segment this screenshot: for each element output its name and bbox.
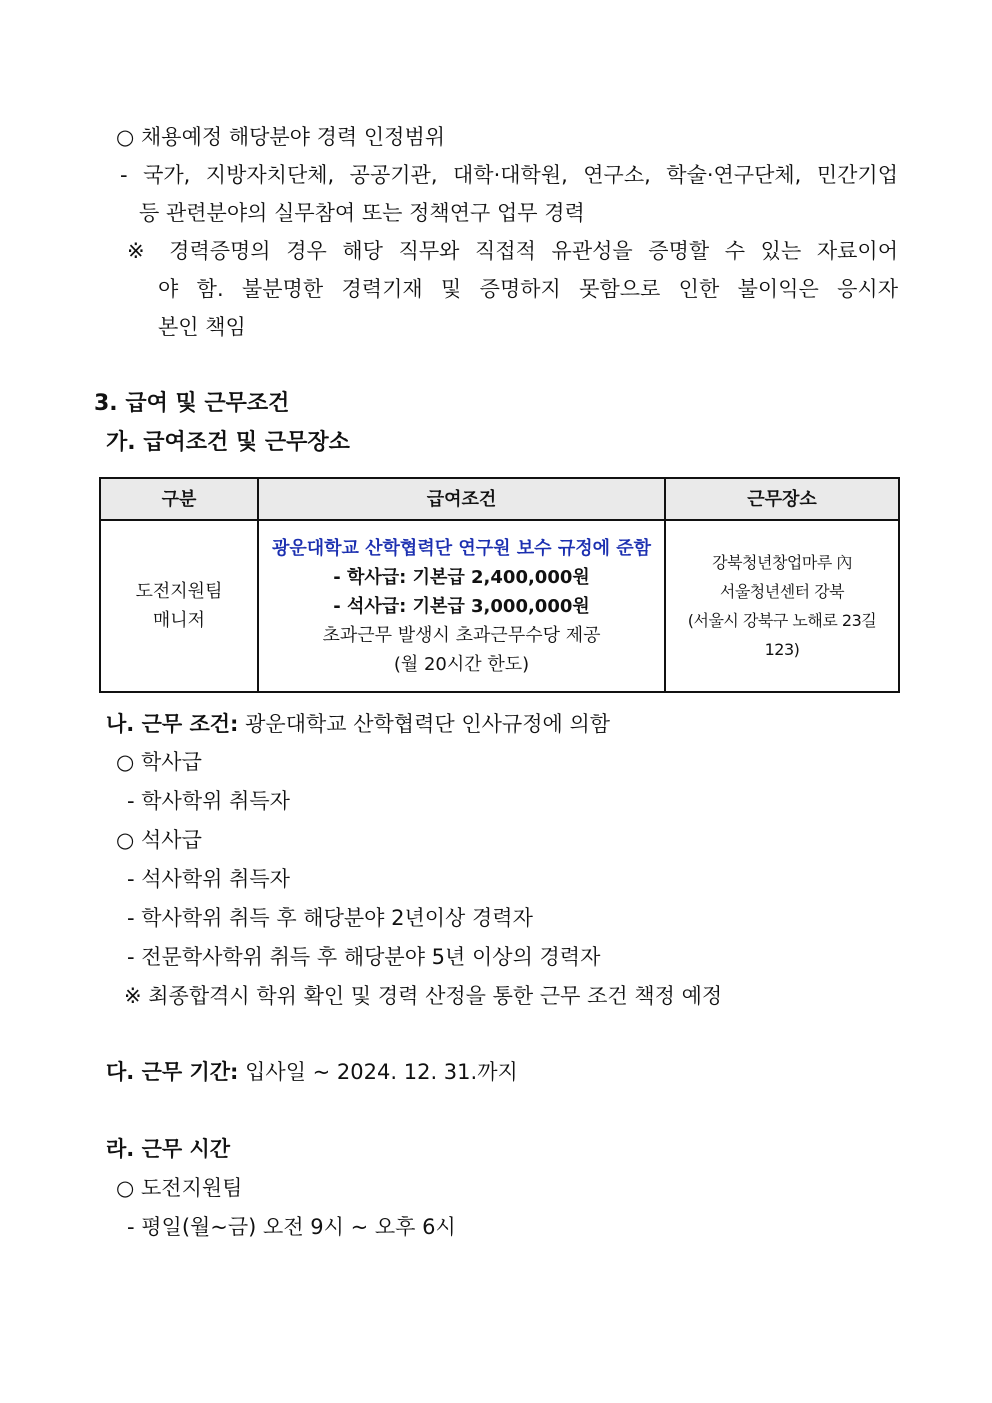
bachelor-item: - 학사학위 취득자 [127, 789, 290, 813]
location-cell [665, 520, 899, 692]
work-conditions-label: 나. 근무 조건: [106, 712, 239, 736]
work-conditions-text: 광운대학교 산학협력단 인사규정에 의함 [245, 712, 611, 736]
salary-master: - 석사급: 기본급 3,000,000원 [333, 595, 590, 617]
work-hours-item: - 평일(월~금) 오전 9시 ~ 오후 6시 [127, 1215, 456, 1239]
salary-rule: 광운대학교 산학협력단 연구원 보수 규정에 준함 [271, 537, 652, 559]
header-division: 구분 [100, 478, 258, 520]
master-item-1: - 석사학위 취득자 [127, 867, 290, 891]
conditions-note: ※ 최종합격시 학위 확인 및 경력 산정을 통한 근무 조건 책정 예정 [124, 984, 723, 1008]
work-hours-team: ○ 도전지원팀 [116, 1176, 243, 1200]
location-line4: 123) [764, 640, 800, 659]
career-note-line3: 본인 책임 [158, 315, 246, 339]
bachelor-heading: ○ 학사급 [116, 750, 202, 774]
career-note-line1: ※ 경력증명의 경우 해당 직무와 직접적 유관성을 증명할 수 있는 자료이어 [127, 239, 898, 263]
division-name: 도전지원팀 [135, 581, 223, 602]
salary-bachelor: - 학사급: 기본급 2,400,000원 [333, 566, 590, 588]
header-salary: 급여조건 [258, 478, 665, 520]
work-hours-label: 라. 근무 시간 [106, 1137, 231, 1161]
table-header-row [100, 478, 899, 520]
division-role: 매니저 [152, 610, 206, 631]
career-scope-item-line2: 등 관련분야의 실무참여 또는 정책연구 업무 경력 [139, 201, 585, 225]
location-line3: (서울시 강북구 노해로 23길 [687, 611, 877, 630]
master-item-3: - 전문학사학위 취득 후 해당분야 5년 이상의 경력자 [127, 945, 601, 969]
table-row [100, 520, 899, 692]
section-title-salary-conditions: 3. 급여 및 근무조건 [94, 391, 290, 416]
career-note-line2: 야 함. 불분명한 경력기재 및 증명하지 못함으로 인한 불이익은 응시자 [158, 277, 898, 301]
salary-overtime: 초과근무 발생시 초과근무수당 제공 [322, 624, 601, 646]
salary-overtime-limit: (월 20시간 한도) [393, 653, 530, 675]
master-heading: ○ 석사급 [116, 828, 202, 852]
subsection-title-salary-location: 가. 급여조건 및 근무장소 [106, 430, 350, 455]
career-scope-item-line1: - 국가, 지방자치단체, 공공기관, 대학·대학원, 연구소, 학술·연구단체, 민간기업 [120, 163, 898, 187]
salary-cell [258, 520, 665, 692]
work-period-text: 입사일 ~ 2024. 12. 31.까지 [245, 1060, 518, 1084]
work-period-label: 다. 근무 기간: [106, 1060, 239, 1084]
location-line1: 강북청년창업마루 內 [712, 553, 852, 572]
salary-location-table [99, 477, 900, 693]
career-scope-heading: ○ 채용예정 해당분야 경력 인정범위 [116, 125, 446, 149]
header-location: 근무장소 [665, 478, 899, 520]
location-line2: 서울청년센터 강북 [719, 582, 845, 601]
division-cell [100, 520, 258, 692]
master-item-2: - 학사학위 취득 후 해당분야 2년이상 경력자 [127, 906, 533, 930]
work-period-line [106, 1057, 518, 1087]
work-conditions-line [106, 709, 610, 739]
